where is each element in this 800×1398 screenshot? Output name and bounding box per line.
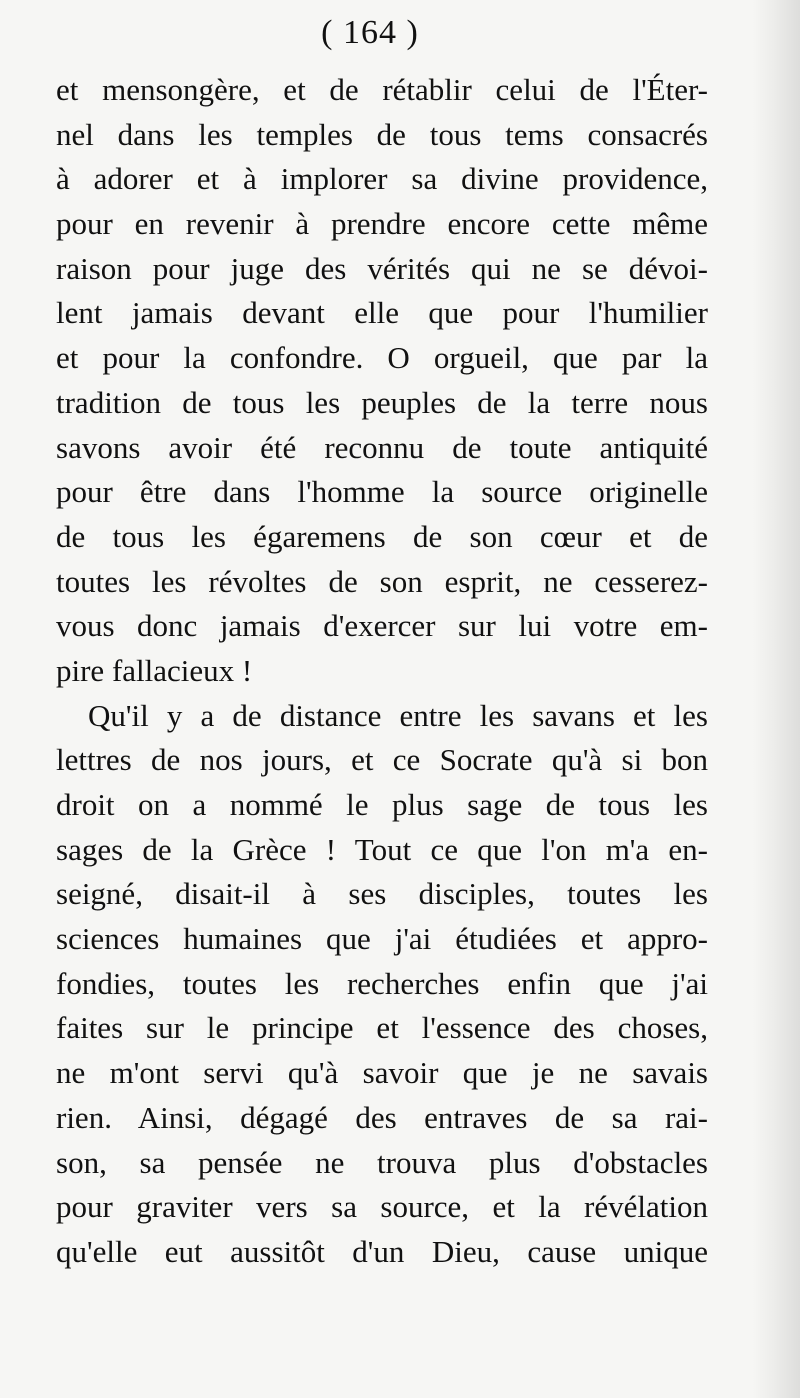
text-line: nel dans les temples de tous tems consacrés xyxy=(56,116,708,152)
text-line: toutes les révoltes de son esprit, ne cesserez- xyxy=(56,563,708,599)
text-line: sages de la Grèce ! Tout ce que l'on m'a en- xyxy=(56,831,708,867)
text-line: et pour la confondre. O orgueil, que par la xyxy=(56,340,708,376)
text-line: pour en revenir à prendre encore cette même xyxy=(56,206,708,242)
text-line: rien. Ainsi, dégagé des entraves de sa rai- xyxy=(56,1099,708,1135)
text-line: qu'elle eut aussitôt d'un Dieu, cause unique xyxy=(56,1233,708,1269)
text-line: pour être dans l'homme la source originelle xyxy=(56,474,708,510)
text-line: vous donc jamais d'exercer sur lui votre em- xyxy=(56,608,708,644)
text-line: savons avoir été reconnu de toute antiquité xyxy=(56,429,708,465)
text-line: raison pour juge des vérités qui ne se dévoi- xyxy=(56,250,708,286)
text-line: lent jamais devant elle que pour l'humilier xyxy=(56,295,708,331)
text-line: pour graviter vers sa source, et la révélation xyxy=(56,1189,708,1225)
text-line: de tous les égaremens de son cœur et de xyxy=(56,518,708,554)
text-line: fondies, toutes les recherches enfin que j'ai xyxy=(56,965,708,1001)
text-line: et mensongère, et de rétablir celui de l'Éter- xyxy=(56,72,708,107)
body-text xyxy=(56,68,708,1275)
text-line: à adorer et à implorer sa divine providence, xyxy=(56,161,708,197)
text-line: Qu'il y a de distance entre les savans et les xyxy=(88,697,708,733)
text-line: sciences humaines que j'ai étudiées et appro- xyxy=(56,921,708,957)
text-line: seigné, disait-il à ses disciples, toutes les xyxy=(56,876,708,912)
text-line: pire fallacieux ! xyxy=(56,652,253,688)
text-line: tradition de tous les peuples de la terre nous xyxy=(56,384,708,420)
text-line: faites sur le principe et l'essence des choses, xyxy=(56,1010,708,1046)
text-line: lettres de nos jours, et ce Socrate qu'à si bon xyxy=(56,742,708,778)
text-line: son, sa pensée ne trouva plus d'obstacles xyxy=(56,1144,708,1180)
text-line: ne m'ont servi qu'à savoir que je ne savais xyxy=(56,1055,708,1091)
page-edge-shadow xyxy=(752,0,800,1398)
text-line: droit on a nommé le plus sage de tous les xyxy=(56,787,708,822)
page-number: ( 164 ) xyxy=(321,14,419,51)
